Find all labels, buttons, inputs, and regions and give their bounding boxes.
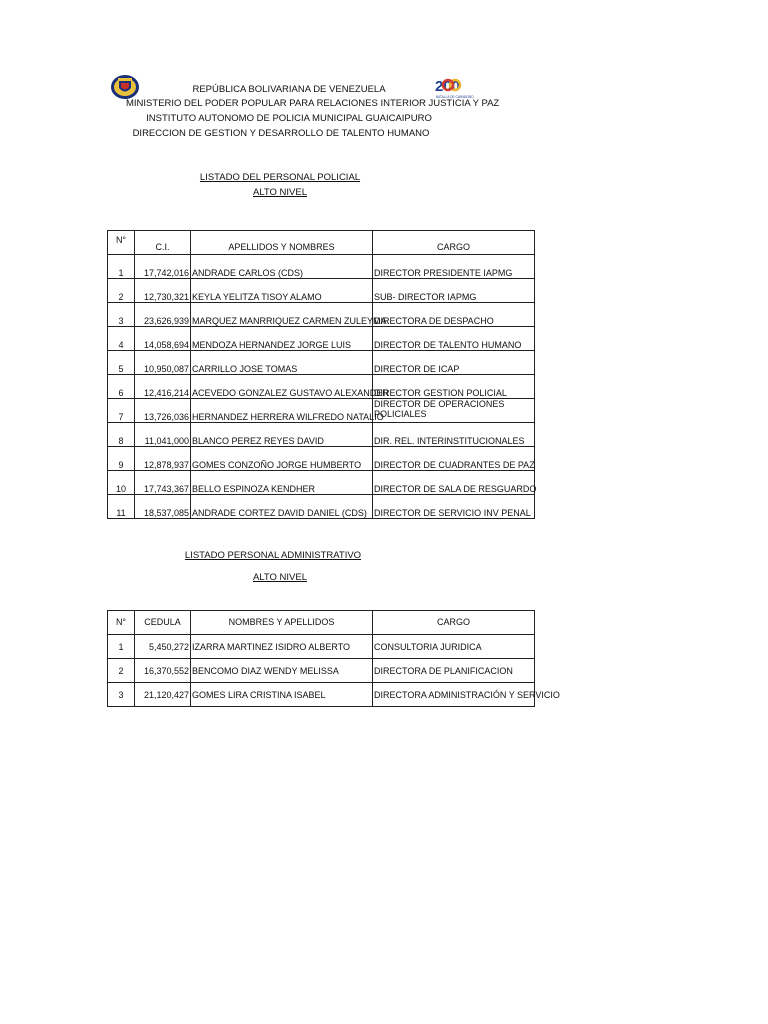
row-cargo: DIRECTOR DE ICAP: [373, 351, 535, 375]
row-cargo: DIRECTOR DE OPERACIONES POLICIALES: [374, 399, 505, 419]
row-number: 6: [108, 375, 135, 399]
policial-header-row: [108, 231, 535, 255]
table-row: [108, 375, 535, 399]
row-cargo: DIRECTOR PRESIDENTE IAPMG: [373, 255, 535, 279]
row-ci: 18,537,085: [135, 495, 191, 519]
table-row: [108, 279, 535, 303]
row-number: 8: [108, 423, 135, 447]
row-name: BENCOMO DIAZ WENDY MELISSA: [191, 659, 373, 683]
col-header-names: APELLIDOS Y NOMBRES: [191, 231, 373, 255]
col-header-cedula: CEDULA: [135, 611, 191, 635]
header-institute: INSTITUTO AUTONOMO DE POLICIA MUNICIPAL GUAICAIPURO: [146, 113, 432, 124]
row-name: ACEVEDO GONZALEZ GUSTAVO ALEXANDER: [192, 388, 389, 398]
row-cargo: DIR. REL. INTERINSTITUCIONALES: [373, 423, 535, 447]
row-name: HERNANDEZ HERRERA WILFREDO NATALIO: [192, 412, 384, 422]
row-ci: 10,950,087: [135, 351, 191, 375]
table-row: [108, 495, 535, 519]
row-ci: 12,730,321: [135, 279, 191, 303]
row-ci: 17,742,016: [135, 255, 191, 279]
row-cargo: DIRECTORA DE DESPACHO: [373, 303, 535, 327]
row-number: 3: [108, 303, 135, 327]
row-cargo: CONSULTORIA JURIDICA: [373, 635, 535, 659]
row-name: IZARRA MARTINEZ ISIDRO ALBERTO: [191, 635, 373, 659]
bicentenary-number: 200: [435, 78, 461, 95]
table-row: [108, 303, 535, 327]
row-number: 1: [108, 635, 135, 659]
row-cargo: DIRECTORA ADMINISTRACIÓN Y SERVICIO: [373, 683, 535, 707]
row-name: MENDOZA HERNANDEZ JORGE LUIS: [191, 327, 373, 351]
row-ci: 12,878,937: [135, 447, 191, 471]
header-direction: DIRECCION DE GESTION Y DESARROLLO DE TALENTO HUMANO: [132, 128, 430, 139]
row-number: 2: [108, 279, 135, 303]
col-header-ci: C.I.: [135, 231, 191, 255]
col-header-number: N°: [108, 611, 135, 635]
row-ci: 12,416,214: [135, 375, 191, 399]
row-name: ANDRADE CARLOS (CDS): [191, 255, 373, 279]
row-name: ANDRADE CORTEZ DAVID DANIEL (CDS): [191, 495, 373, 519]
row-name: BLANCO PEREZ REYES DAVID: [191, 423, 373, 447]
row-number: 10: [108, 471, 135, 495]
row-name: BELLO ESPINOZA KENDHER: [191, 471, 373, 495]
row-name: GOMES CONZOÑO JORGE HUMBERTO: [191, 447, 373, 471]
row-number: 4: [108, 327, 135, 351]
row-ci: 17,743,367: [135, 471, 191, 495]
table-row: [108, 683, 535, 707]
row-ci: 16,370,552: [135, 659, 191, 683]
table-row: [108, 635, 535, 659]
table-row: [108, 423, 535, 447]
table-row: [108, 255, 535, 279]
row-ci: 11,041,000: [135, 423, 191, 447]
row-cargo: DIRECTOR DE SALA DE RESGUARDO: [373, 471, 535, 495]
row-name: CARRILLO JOSE TOMAS: [191, 351, 373, 375]
row-name: GOMES LIRA CRISTINA ISABEL: [191, 683, 373, 707]
policial-table: [107, 230, 535, 519]
table-row: [108, 659, 535, 683]
row-ci: 14,058,694: [135, 327, 191, 351]
row-ci: 23,626,939: [135, 303, 191, 327]
row-number: 1: [108, 255, 135, 279]
col-header-cargo: CARGO: [373, 611, 535, 635]
policial-list-title: LISTADO DEL PERSONAL POLICIAL: [199, 172, 361, 183]
row-ci: 5,450,272: [135, 635, 191, 659]
bicentenary-caption: BATALLA DE CARABOBO: [436, 95, 474, 99]
col-header-cargo: CARGO: [373, 231, 535, 255]
row-cargo: DIRECTOR DE TALENTO HUMANO: [373, 327, 535, 351]
row-number: 3: [108, 683, 135, 707]
table-row: [108, 471, 535, 495]
row-cargo: SUB- DIRECTOR IAPMG: [373, 279, 535, 303]
administrativo-header-row: [108, 611, 535, 635]
row-name: KEYLA YELITZA TISOY ALAMO: [191, 279, 373, 303]
table-row: [108, 327, 535, 351]
row-ci: 13,726,036: [135, 399, 191, 423]
administrativo-list-title: LISTADO PERSONAL ADMINISTRATIVO: [184, 550, 362, 561]
row-cargo: DIRECTOR DE CUADRANTES DE PAZ: [373, 447, 535, 471]
row-number: 7: [108, 399, 135, 423]
table-row: [108, 447, 535, 471]
row-ci: 21,120,427: [135, 683, 191, 707]
row-number: 11: [108, 495, 135, 519]
row-number: 5: [108, 351, 135, 375]
header-ministry: MINISTERIO DEL PODER POPULAR PARA RELACIONES INTERIOR JUSTICIA Y PAZ: [126, 98, 500, 109]
table-row: [108, 399, 535, 423]
col-header-names: NOMBRES Y APELLIDOS: [191, 611, 373, 635]
administrativo-list-subtitle: ALTO NIVEL: [252, 572, 308, 583]
policial-list-subtitle: ALTO NIVEL: [252, 187, 308, 198]
row-cargo: DIRECTORA DE PLANIFICACION: [373, 659, 535, 683]
row-cargo: DIRECTOR GESTION POLICIAL: [373, 375, 535, 399]
row-number: 2: [108, 659, 135, 683]
row-number: 9: [108, 447, 135, 471]
header-republic: REPÚBLICA BOLIVARIANA DE VENEZUELA: [192, 84, 386, 95]
table-row: [108, 351, 535, 375]
row-name: MARQUEZ MANRRIQUEZ CARMEN ZULEYMA: [192, 316, 387, 326]
administrativo-table: [107, 610, 560, 707]
col-header-number: N°: [108, 231, 135, 255]
row-cargo: DIRECTOR DE SERVICIO INV PENAL: [373, 495, 535, 519]
